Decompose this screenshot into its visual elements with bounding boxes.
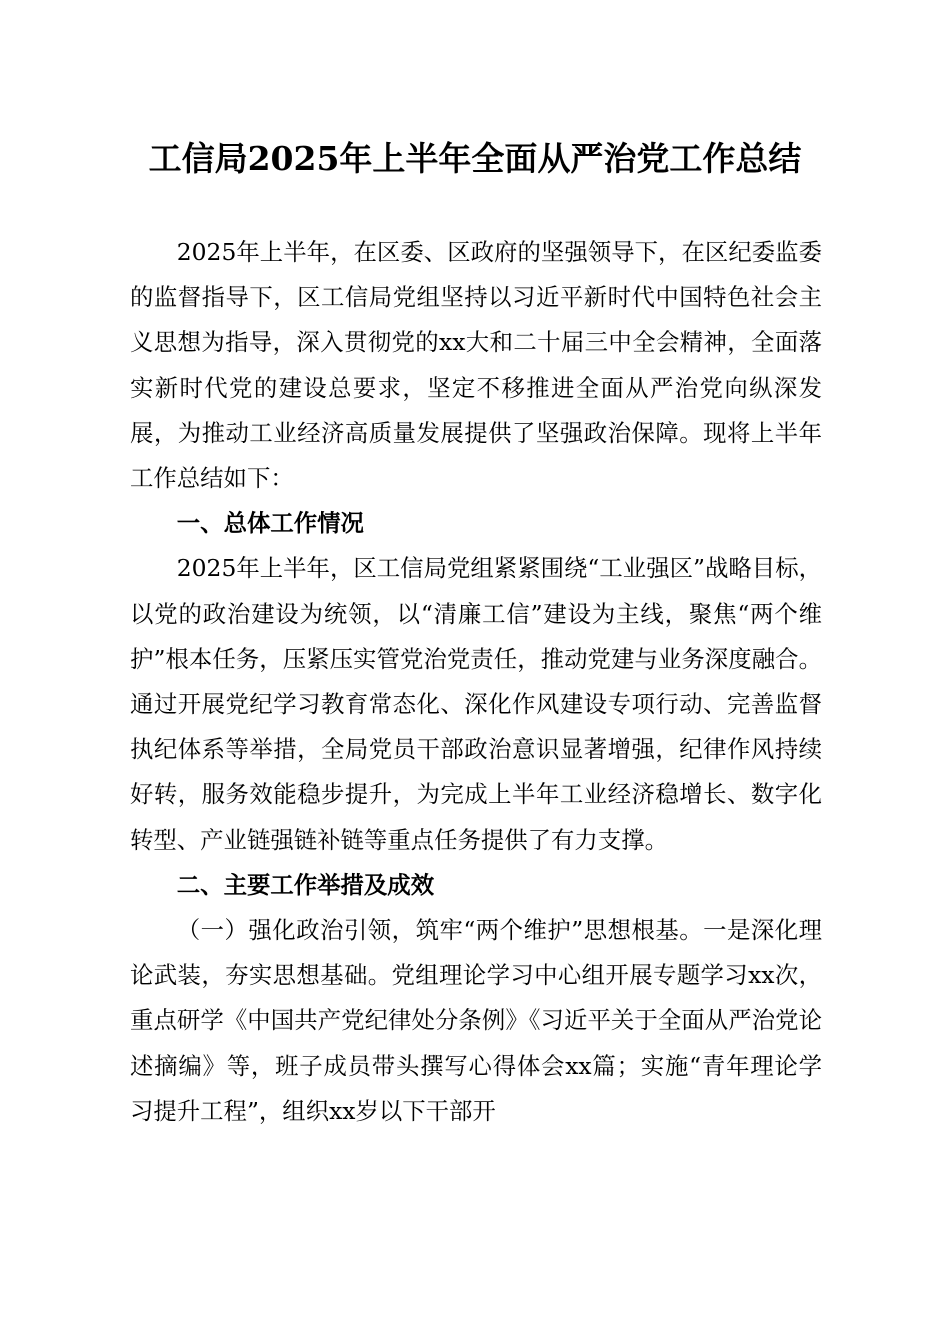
section-heading-overall: 一、总体工作情况 — [176, 509, 364, 538]
overall-paragraph: 2025年上半年，区工信局党组紧紧围绕“工业强区”战略目标，以党的政治建设为统领，以“清廉工信”建设为主线，聚焦“两个维护”根本任务，压紧压实管党治党责任，推动党建与业务深度融合。通过开展党纪学习教育常态化、深化作风建设专项行动、完善监督执纪体系等举措，全局党员干部政治意识显著增强，纪律作风持续好转，服务效能稳步提升，为完成上半年工业经济稳增长、数字化转型、产业链强链补链等重点任务提供了有力支撑。 — [130, 554, 822, 854]
document-body — [130, 230, 822, 1134]
measures-paragraph: （一）强化政治引领，筑牢“两个维护”思想根基。一是深化理论武装，夯实思想基础。党组理论学习中心组开展专题学习xx次，重点研学《中国共产党纪律处分条例》《习近平关于全面从严治党论述摘编》等，班子成员带头撰写心得体会xx篇；实施“青年理论学习提升工程”，组织xx岁以下干部开 — [130, 916, 822, 1125]
document-title: 工信局2025年上半年全面从严治党工作总结 — [148, 139, 802, 178]
intro-paragraph: 2025年上半年，在区委、区政府的坚强领导下，在区纪委监委的监督指导下，区工信局党组坚持以习近平新时代中国特色社会主义思想为指导，深入贯彻党的xx大和二十届三中全会精神，全面落实新时代党的建设总要求，坚定不移推进全面从严治党向纵深发展，为推动工业经济高质量发展提供了坚强政治保障。现将上半年工作总结如下： — [130, 238, 822, 493]
section-heading-measures: 二、主要工作举措及成效 — [176, 870, 435, 899]
